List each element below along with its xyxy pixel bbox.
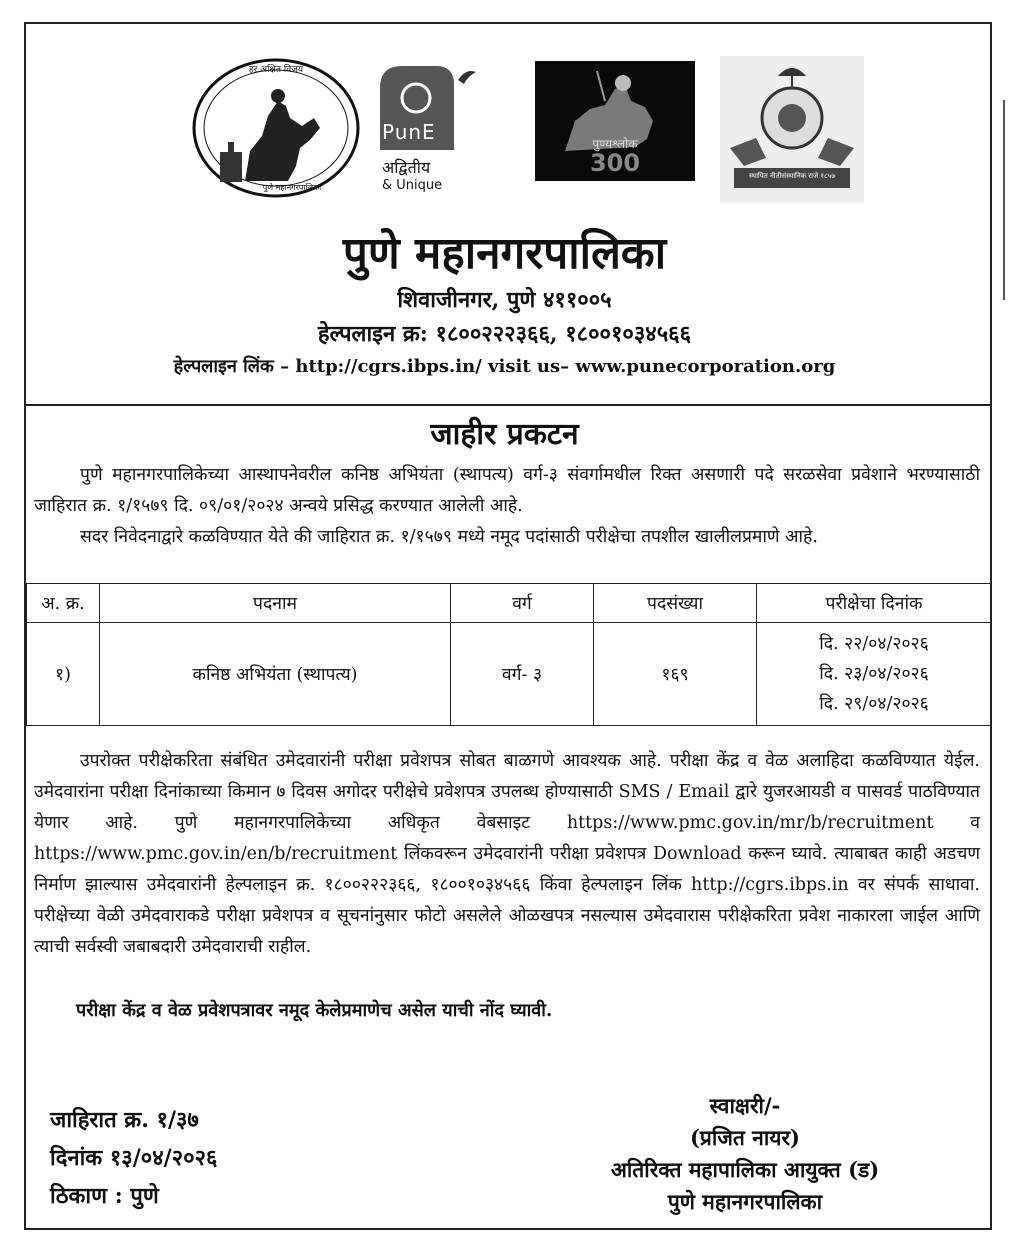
table-header-row <box>27 584 992 623</box>
punyashlok-text: पुण्यश्लोक <box>592 137 638 151</box>
row-serial: १) <box>27 623 100 726</box>
table-header: पदनाम <box>100 584 451 623</box>
row-exam-dates <box>757 623 992 726</box>
pune-logo-english: & Unique <box>382 178 443 193</box>
seal-top-text: हर अक्षित विजय <box>248 65 304 75</box>
helpline-link-line: हेल्पलाइन लिंक – http://cgrs.ibps.in/ visit us– www.punecorporation.org <box>173 356 836 377</box>
table-header: अ. क्र. <box>27 584 100 623</box>
important-note: परीक्षा केंद्र व वेळ प्रवेशपत्रावर नमूद केलेप्रमाणेच असेल याची नोंद घ्यावी. <box>76 1000 553 1021</box>
row-class: वर्ग- ३ <box>451 623 594 726</box>
signature-mark: स्वाक्षरी/- <box>709 1093 781 1118</box>
punyashlok-300-text: 300 <box>589 149 641 177</box>
notice-date: दिनांक १३/०४/२०२६ <box>50 1145 218 1171</box>
notice-intro-paragraph-2: सदर निवेदनाद्वारे कळविण्यात येते की जाहिरात क्र. १/१५७९ मध्ये नमूद पदांसाठी परीक्षेचा तपशील खालीलप्रमाणे आहे. <box>80 527 818 547</box>
table-header: पदसंख्या <box>594 584 757 623</box>
pune-logo-marathi: अद्वितीय <box>382 158 431 177</box>
helpline-numbers: हेल्पलाइन क्र: १८००२२२३६६, १८००१०३४५६६ <box>317 321 692 347</box>
notice-intro-paragraph-1: पुणे महानगरपालिकेच्या आस्थापनेवरील कनिष्ठ अभियंता (स्थापत्य) वर्ग-३ संवर्गामधील रिक्त असणारी पदे सरळसेवा प्रवेशाने भरण्यासाठी जाहिरात क्र. १/१५७९ दि. ०९/०१/२०२४ अन्वये प्रसिद्ध करण्यात आलेली आहे. <box>34 465 980 516</box>
exam-date: दि. २२/०४/२०२६ <box>819 634 929 654</box>
instructions-paragraph: उपरोक्त परीक्षेकरिता संबंधित उमेदवारांनी परीक्षा प्रवेशपत्र सोबत बाळगणे आवश्यक आहे. परीक्षा केंद्र व वेळ अलाहिदा कळविण्यात येईल. उमेदवारांना परीक्षा दिनांकाच्या किमान ७ दिवस अगोदर परीक्षेचे प्रवेशपत्र उपलब्ध होण्यासाठी SMS / Email द्वारे युजरआयडी व पासवर्ड पाठविण्यात येणार आहे. पुणे महानगरपालिकेच्या अधिकृत वेबसाइट https://www.pmc.gov.in/mr/b/recruitment व https://www.pmc.gov.in/en/b/recruitment लिंकवरून उमेदवारांनी परीक्षा प्रवेशपत्र Download करून घ्यावे. त्याबाबत काही अडचण निर्माण झाल्यास उमेदवारांनी हेल्पलाइन क्र. १८००२२२३६६, १८००१०३४५६६ किंवा हेल्पलाइन लिंक http://cgrs.ibps.in वर संपर्क साधावा. परीक्षेच्या वेळी उमेदवाराकडे परीक्षा प्रवेशपत्र व सूचनांनुसार फोटो असलेले ओळखपत्र नसल्यास उमेदवारास परीक्षेकरिता प्रवेश नाकारला जाईल आणि त्याची सर्वस्वी जबाबदारी उमेदवाराची राहील. <box>34 751 980 957</box>
table-header: वर्ग <box>451 584 594 623</box>
signatory-name: (प्रजित नायर) <box>690 1125 800 1150</box>
advertisement-number: जाहिरात क्र. १/३७ <box>50 1107 199 1133</box>
row-post: कनिष्ठ अभियंता (स्थापत्य) <box>100 623 451 726</box>
exam-date: दि. २३/०४/२०२६ <box>819 664 929 684</box>
coat-of-arms-text: स्थापित नीतीसंस्थानिक राजे १८५७ <box>749 172 835 180</box>
pune-logo-text: PunE <box>382 120 436 144</box>
exam-date: दि. २९/०४/२०२६ <box>819 694 929 714</box>
org-address: शिवाजीनगर, पुणे ४११००५ <box>397 287 612 313</box>
shivaji-seal-logo <box>190 56 362 201</box>
org-title: पुणे महानगरपालिका <box>342 228 667 279</box>
coat-of-arms-logo <box>720 56 864 203</box>
row-count: १६९ <box>594 623 757 726</box>
header-divider <box>26 404 992 406</box>
notice-title: जाहीर प्रकटन <box>430 417 579 452</box>
signatory-organization: पुणे महानगरपालिका <box>667 1189 823 1214</box>
pune-unique-logo <box>376 58 480 198</box>
notice-place: ठिकाण : पुणे <box>50 1183 159 1209</box>
punyashlok-300-logo <box>535 61 695 181</box>
seal-bottom-text: पुणे महानगरपालिका <box>262 183 322 192</box>
table-row <box>27 623 992 726</box>
signatory-designation: अतिरिक्त महापालिका आयुक्त (ड) <box>610 1157 880 1182</box>
post-exam-table <box>26 583 992 726</box>
table-header: परीक्षेचा दिनांक <box>757 584 992 623</box>
